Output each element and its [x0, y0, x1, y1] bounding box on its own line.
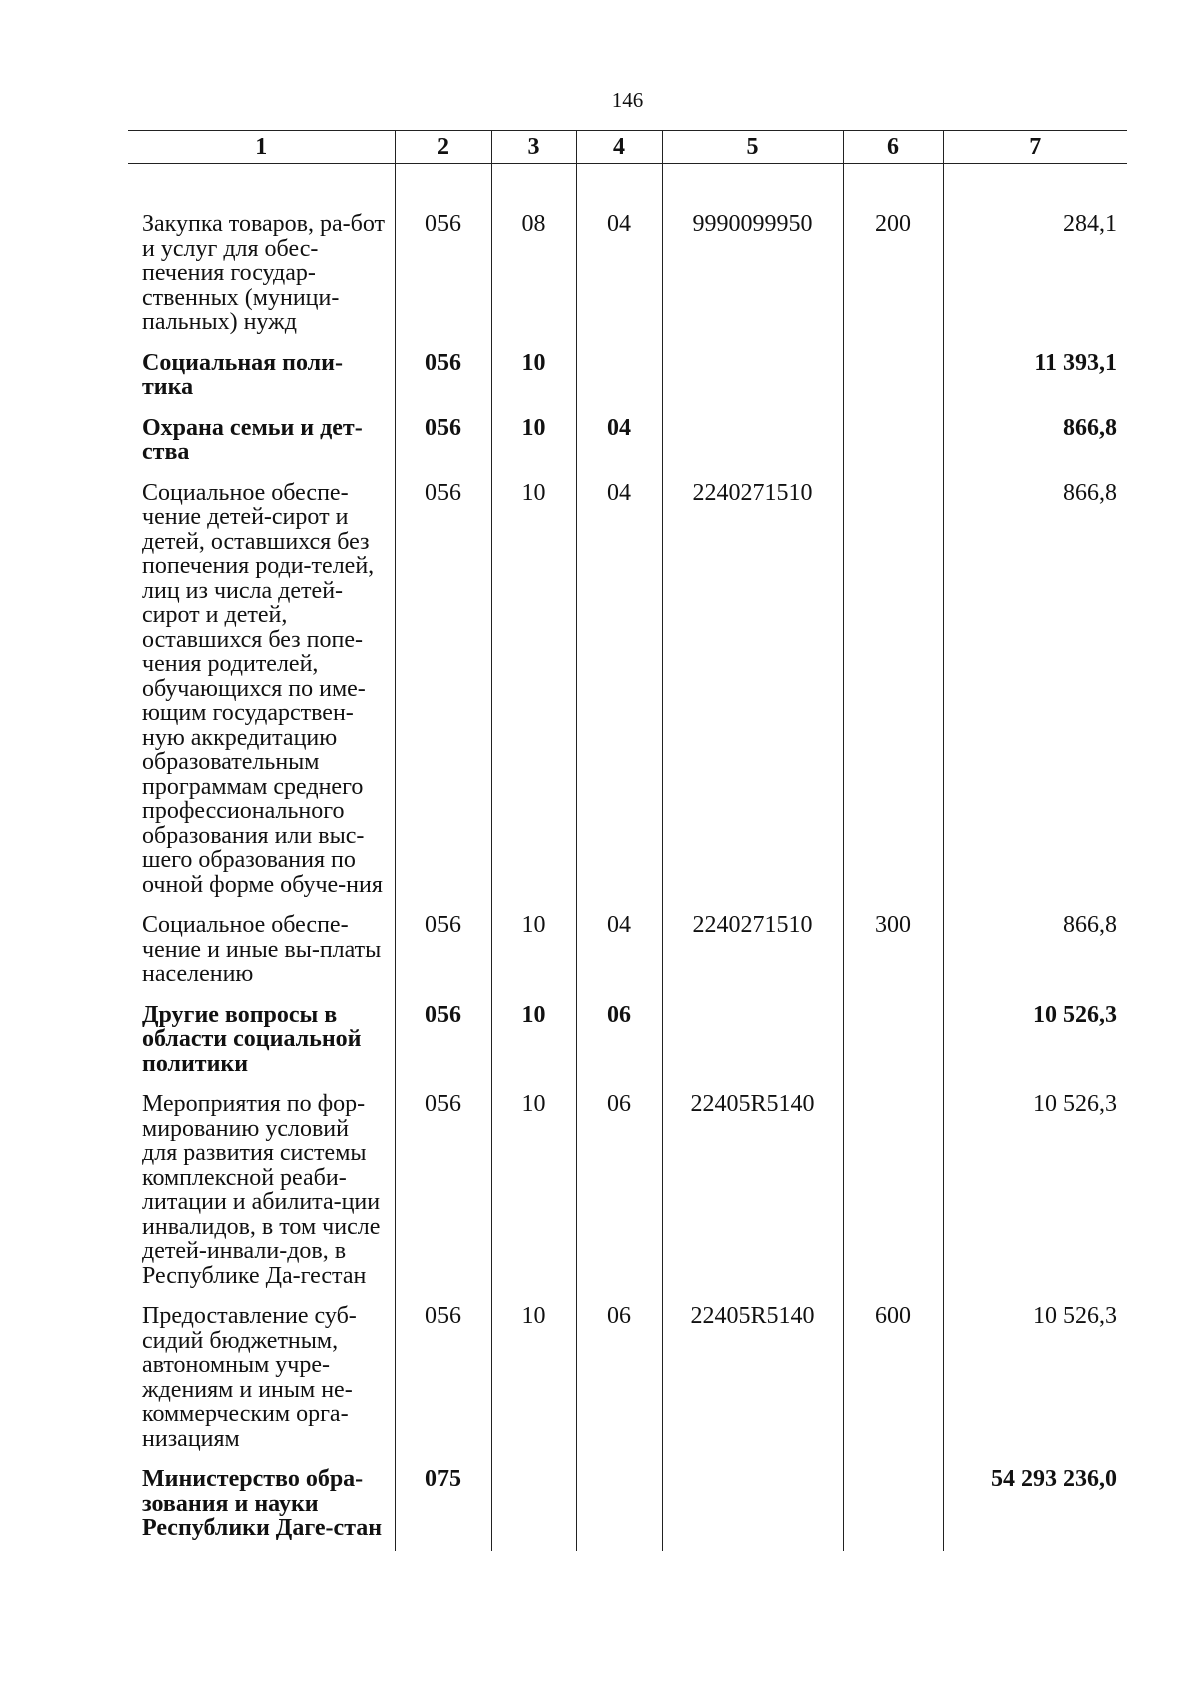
row-code-5 — [662, 335, 843, 400]
column-header-3: 3 — [491, 131, 576, 164]
row-code-3: 10 — [491, 1288, 576, 1451]
row-amount: 866,8 — [943, 400, 1127, 465]
row-code-3: 10 — [491, 335, 576, 400]
row-code-5: 22405R5140 — [662, 1288, 843, 1451]
row-amount: 11 393,1 — [943, 335, 1127, 400]
row-code-4: 04 — [576, 164, 662, 335]
row-amount: 866,8 — [943, 897, 1127, 987]
row-code-5: 2240271510 — [662, 897, 843, 987]
row-amount: 10 526,3 — [943, 1076, 1127, 1288]
table-row — [128, 1076, 1127, 1288]
row-code-5: 22405R5140 — [662, 1076, 843, 1288]
row-code-5: 9990099950 — [662, 164, 843, 335]
row-code-5 — [662, 1451, 843, 1551]
table-row — [128, 1451, 1127, 1551]
row-code-6 — [843, 987, 943, 1077]
row-description: Министерство обра-зования и науки Республики Даге-стан — [142, 1466, 383, 1541]
row-amount: 284,1 — [943, 164, 1127, 335]
table-body — [128, 164, 1127, 1551]
header-row — [128, 131, 1127, 164]
row-code-5 — [662, 987, 843, 1077]
row-description: Социальное обеспе-чение детей-сирот и детей, оставшихся без попечения роди-телей, лиц из числа детей-сирот и детей, оставшихся без попе-чения родителей, обучающихся по име-ющим государствен-ную аккредитацию образовательным программам среднего профессионального образования или выс-шего образования по очной форме обуче-ния — [142, 479, 383, 898]
row-code-2: 056 — [395, 465, 491, 898]
table-row — [128, 164, 1127, 335]
row-code-4: 06 — [576, 1288, 662, 1451]
column-header-5: 5 — [662, 131, 843, 164]
row-code-2: 056 — [395, 164, 491, 335]
row-code-3: 10 — [491, 400, 576, 465]
row-amount: 866,8 — [943, 465, 1127, 898]
row-code-3: 10 — [491, 465, 576, 898]
row-code-3 — [491, 1451, 576, 1551]
row-code-4: 04 — [576, 897, 662, 987]
column-header-6: 6 — [843, 131, 943, 164]
row-code-4: 06 — [576, 987, 662, 1077]
row-code-2: 075 — [395, 1451, 491, 1551]
row-code-2: 056 — [395, 987, 491, 1077]
row-code-4: 04 — [576, 400, 662, 465]
row-code-6 — [843, 465, 943, 898]
row-code-4 — [576, 335, 662, 400]
row-description: Охрана семьи и дет-ства — [142, 414, 363, 465]
table-row — [128, 465, 1127, 898]
row-description: Социальное обеспе-чение и иные вы-платы населению — [142, 912, 382, 987]
row-code-4: 06 — [576, 1076, 662, 1288]
row-code-2: 056 — [395, 1288, 491, 1451]
column-header-1: 1 — [128, 131, 395, 164]
row-code-2: 056 — [395, 897, 491, 987]
table-row — [128, 400, 1127, 465]
row-code-6: 200 — [843, 164, 943, 335]
row-code-3: 10 — [491, 1076, 576, 1288]
row-description: Другие вопросы в области социальной политики — [142, 1001, 362, 1077]
row-amount: 54 293 236,0 — [943, 1451, 1127, 1551]
row-code-6: 300 — [843, 897, 943, 987]
table-row — [128, 1288, 1127, 1451]
table-row — [128, 335, 1127, 400]
column-header-2: 2 — [395, 131, 491, 164]
row-amount: 10 526,3 — [943, 1288, 1127, 1451]
row-description: Социальная поли-тика — [142, 349, 343, 400]
budget-table — [128, 130, 1127, 1551]
row-code-2: 056 — [395, 400, 491, 465]
column-header-4: 4 — [576, 131, 662, 164]
row-code-4: 04 — [576, 465, 662, 898]
column-header-7: 7 — [943, 131, 1127, 164]
row-code-3: 10 — [491, 987, 576, 1077]
page-number: 146 — [611, 88, 644, 112]
row-code-5: 2240271510 — [662, 465, 843, 898]
row-code-2: 056 — [395, 1076, 491, 1288]
row-code-5 — [662, 400, 843, 465]
row-code-6 — [843, 335, 943, 400]
table-row — [128, 987, 1127, 1077]
row-description: Предоставление суб-сидий бюджетным, автономным учре-ждениям и иным не-коммерческим орга-низациям — [142, 1303, 357, 1452]
row-code-6 — [843, 400, 943, 465]
row-code-4 — [576, 1451, 662, 1551]
row-code-6: 600 — [843, 1288, 943, 1451]
row-code-6 — [843, 1451, 943, 1551]
row-code-2: 056 — [395, 335, 491, 400]
row-code-3: 08 — [491, 164, 576, 335]
row-amount: 10 526,3 — [943, 987, 1127, 1077]
table-row — [128, 897, 1127, 987]
row-description: Мероприятия по фор-мированию условий для развития системы комплексной реаби-литации и абилита-ции инвалидов, в том числе детей-инвали-дов, в Республике Да-гестан — [142, 1091, 381, 1289]
row-description: Закупка товаров, ра-бот и услуг для обес-печения государ-ственных (муници-пальных) нужд — [142, 211, 385, 335]
row-code-3: 10 — [491, 897, 576, 987]
row-code-6 — [843, 1076, 943, 1288]
